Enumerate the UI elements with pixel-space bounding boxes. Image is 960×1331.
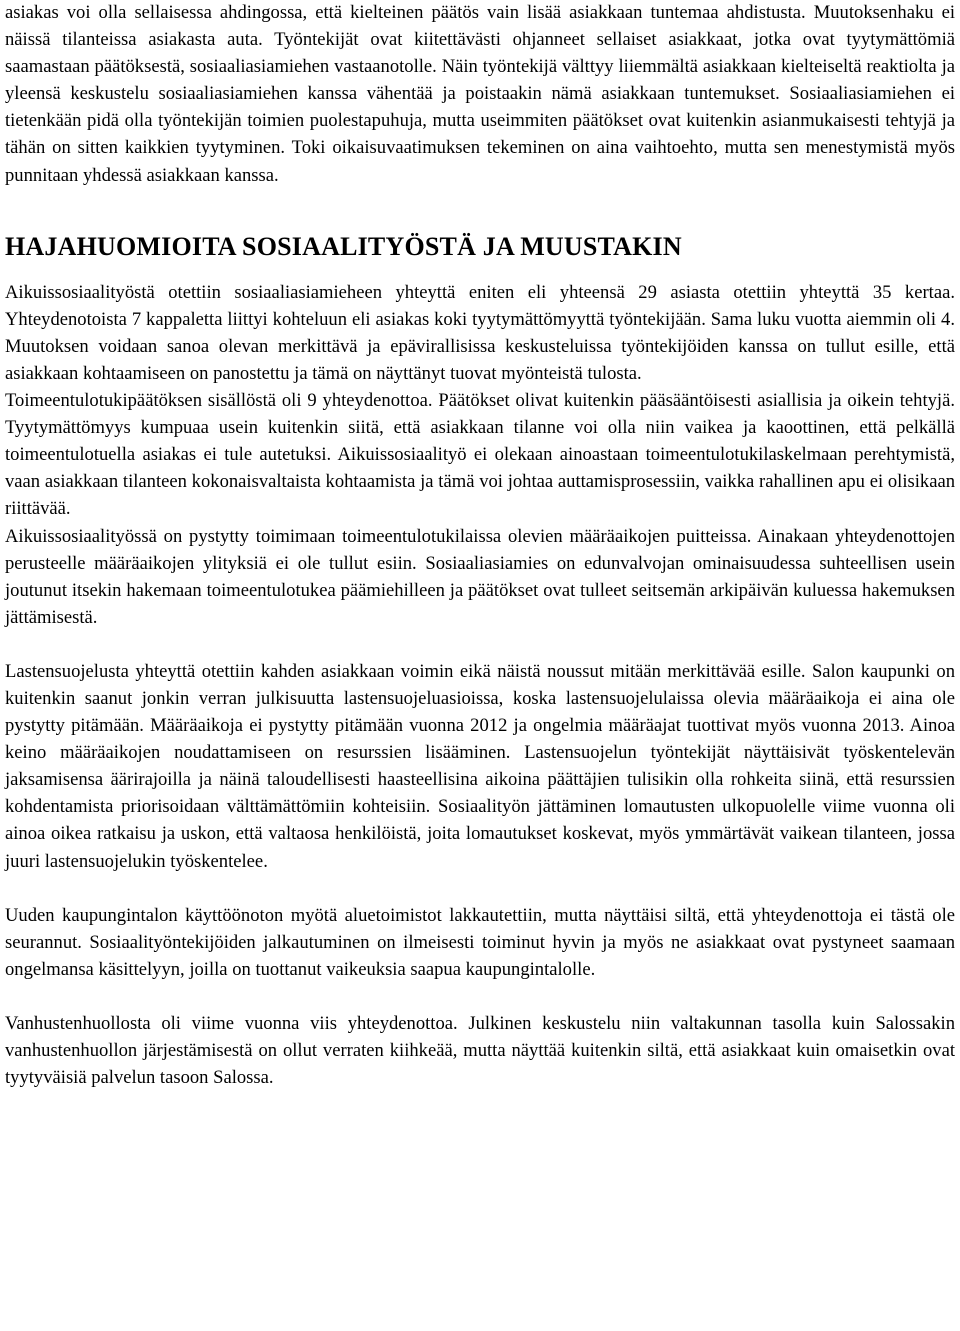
paragraph-elderly-care: Vanhustenhuollosta oli viime vuonna viis yhteydenottoa. Julkinen keskustelu niin valtakunnan tasolla kuin Salossakin vanhustenhuollon järjestämisestä on ollut verraten kiihkeää, mutta näyttää kuitenkin siltä, että asiakkaat kuin omaisetkin ovat tyytyväisiä palvelun tasoon Salossa. [5, 1012, 955, 1089]
section-heading: HAJAHUOMIOITA SOSIAALITYÖSTÄ JA MUUSTAKIN [5, 231, 682, 261]
paragraph-time-limits: Aikuissosiaalityössä on pystytty toimimaan toimeentulotukilaissa olevien määräaikojen puitteissa. Ainakaan yhteydenottojen perusteelle määräaikojen ylityksiä ei ole tullut esiin. Sosiaaliasiamies on edunvalvojan ominaisuudessa suhteellisen usein joutunut itsekin hakemaan toimeentulotukea päämiehilleen ja päätökset ovat tulleet seitsemän arkipäivän kuluessa hakemuksen jättämisestä. [5, 525, 955, 628]
document-page [5, 0, 955, 1091]
paragraph-child-protection: Lastensuojelusta yhteyttä otettiin kahden asiakkaan voimin eikä näistä noussut mitään merkittävää esille. Salon kaupunki on kuitenkin saanut jonkin verran julkisuutta lastensuojeluasioissa, koska lastensuojelulaissa olevia määräaikoja ei aina ole pystytty pitämään. Määräaikoja ei pystytty pitämään vuonna 2012 ja ongelmia määräajat tuottivat myös vuonna 2013. Ainoa keino määräaikojen noudattamiseen on resurssien lisääminen. Lastensuojelun työntekijät näyttäisivät työskentelevän jaksamisensa äärirajoilla ja näinä taloudellisesti haasteellisina aikoina päättäjien tulisikin olla rohkeita siinä, että resurssien kohdentamista priorisoidaan välttämättömiin kohteisiin. Sosiaalityön jättäminen lomautusten ulkopuolelle viime vuonna oli ainoa oikea ratkaisu ja uskon, että valtaosa henkilöistä, joita lomautukset koskevat, myös ymmärtävät vaikean tilanteen, jossa juuri lastensuojelukin työskentelee. [5, 660, 955, 872]
intro-paragraph: asiakas voi olla sellaisessa ahdingossa, että kielteinen päätös vain lisää asiakkaan tuntemaa ahdistusta. Muutoksenhaku ei näissä tilanteissa asiakasta auta. Työntekijät ovat kiitettävästi ohjanneet sellaiset asiakkaat, jotka ovat tyytymättömiä saamastaan päätöksestä, sosiaaliasiamiehen vastaanotolle. Näin työntekijä välttyy liiemmältä asiakkaan kielteiseltä reaktiolta ja yleensä keskustelu sosiaaliasiamiehen kanssa vähentää ja poistaakin nämä asiakkaan tuntemukset. Sosiaaliasiamiehen ei tietenkään pidä olla työntekijän toimien puolestapuhuja, mutta useimmiten päätökset ovat kuitenkin asianmukaisesti tehtyjä ja tähän on sitten kaikkien tyytyminen. Toki oikaisuvaatimuksen tekeminen on aina vaihtoehto, mutta sen menestymistä myös punnitaan yhdessä asiakkaan kanssa. [5, 2, 955, 186]
paragraph-income-support-decisions: Toimeentulotukipäätöksen sisällöstä oli 9 yhteydenottoa. Päätökset olivat kuitenkin pääsääntöisesti asiallisia ja oikein tehtyjä. Tyytymättömyys kumpuaa usein kuitenkin siitä, että asiakkaan tilanne voi olla niin vaikea ja kaoottinen, että pelkällä toimeentulotuella asiakas ei tule autetuksi. Aikuissosiaalityö ei olekaan ainoastaan toimeentulotukilaskelmaan perehtymistä, vaan asiakkaan tilanteen kokonaisvaltaista kohtaamista ja tämä voi johtaa auttamisprosessiin, vaikka rahallinen apu ei olisikaan riittävää. [5, 390, 955, 520]
paragraph-city-hall: Uuden kaupungintalon käyttöönoton myötä aluetoimistot lakkautettiin, mutta näyttäisi siltä, että yhteydenottoja ei tästä ole seurannut. Sosiaalityöntekijöiden jalkautuminen on ilmeisesti toiminut hyvin ja myös ne asiakkaat ovat pystyneet saamaan ongelmansa käsittelyyn, joilla on tuottanut vaikeuksia saapua kaupungintalolle. [5, 904, 955, 980]
paragraph-adult-social-work: Aikuissosiaalityöstä otettiin sosiaaliasiamieheen yhteyttä eniten eli yhteensä 29 asiasta otettiin yhteyttä 35 kertaa. Yhteydenotoista 7 kappaletta liittyi kohteluun eli asiakas koki tyytymättömyyttä työntekijään. Sama luku vuotta aiemmin oli 4. Muutoksen voidaan sanoa olevan merkittävä ja epävirallisissa keskusteluissa työntekijöiden kanssa on tullut esille, että asiakkaan kohtaamiseen on panostettu ja tämä on näyttänyt tuovat myönteistä tulosta. [5, 281, 955, 384]
